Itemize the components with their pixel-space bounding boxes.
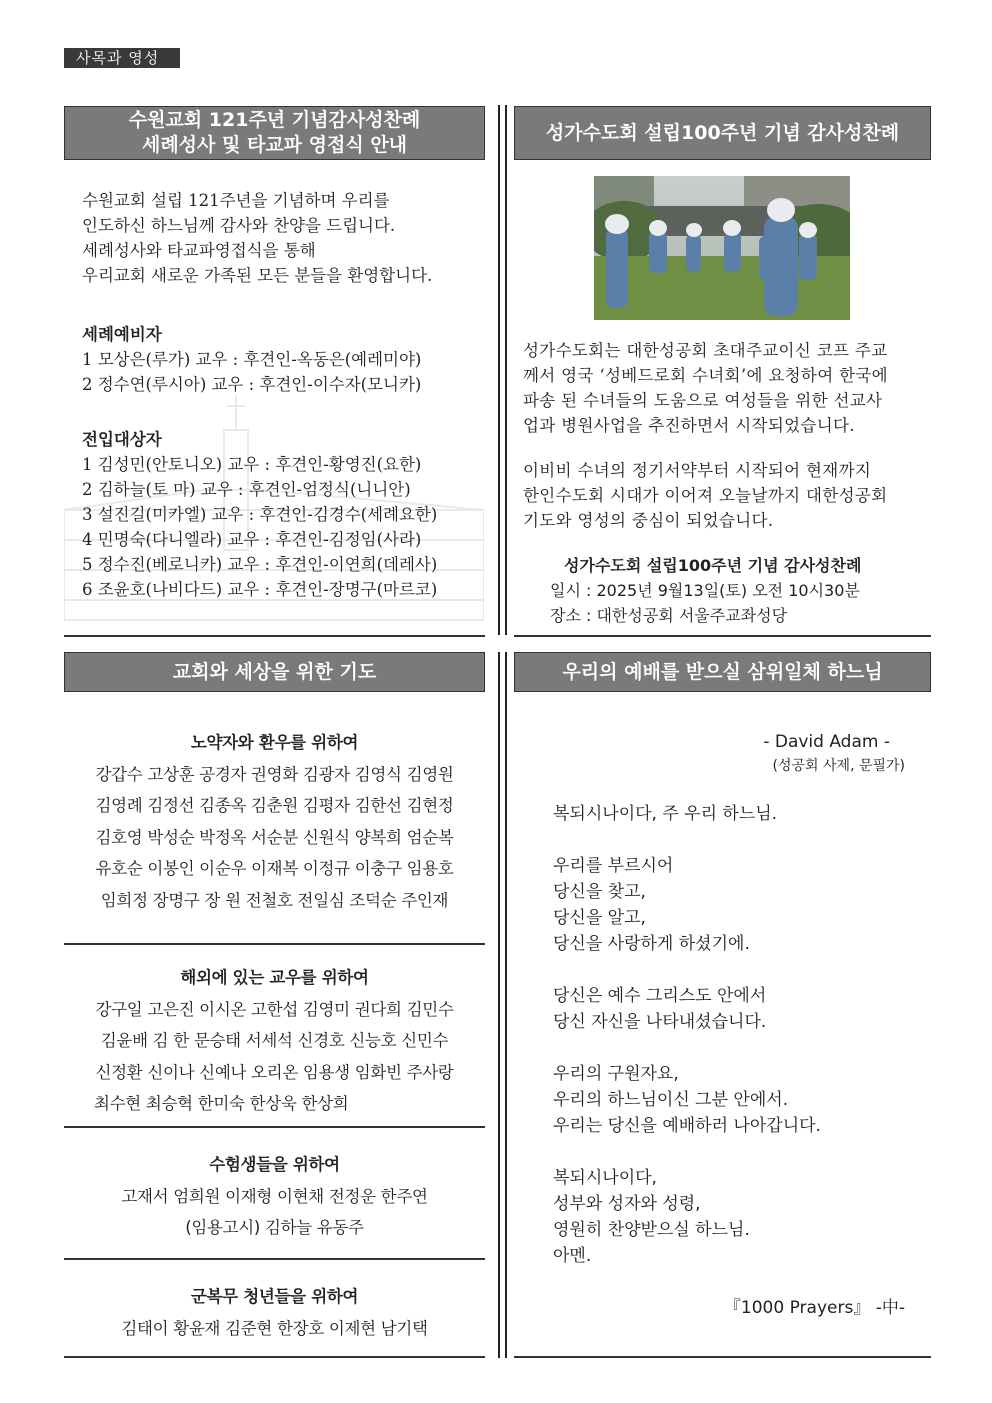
divider	[514, 635, 931, 637]
poem-source	[600, 1296, 905, 1321]
sisters-para1	[523, 338, 888, 438]
prayer-group-students	[64, 1149, 485, 1244]
intro-line: 세례성사와 타교파영접식을 통해	[82, 241, 316, 260]
poem-source-text: 『1000 Prayers』 -中-	[723, 1298, 905, 1318]
event-title: 성가수도회 설립100주년 기념 감사성찬례	[564, 556, 862, 575]
poem-stanza-gap	[553, 827, 821, 853]
poem-header	[514, 652, 931, 692]
intro-line: 수원교회 설립 121주년을 기념하며 우리를	[82, 191, 390, 210]
prayer-name-line: 신정환 신이나 신예나 오리온 임용생 임화빈 주사랑	[95, 1062, 454, 1082]
catechumen-item: 1 모상은(루가) 교우 : 후견인-옥동은(예레미야)	[82, 350, 422, 369]
prayer-group-heading: 해외에 있는 교우를 위하여	[180, 968, 369, 987]
transfer-item: 1 김성민(안토니오) 교우 : 후견인-황영진(요한)	[82, 455, 422, 474]
poem-line: 성부와 성자와 성령,	[553, 1194, 701, 1214]
prayer-name-line: 최수현 최승혁 한미숙 한상욱 한상희	[94, 1094, 349, 1113]
poem-stanza-gap	[553, 957, 821, 983]
prayer-name-line: 강구일 고은진 이시온 고한섭 김영미 권다희 김민수	[95, 999, 454, 1019]
intro-line: 인도하신 하느님께 감사와 찬양을 드립니다.	[82, 216, 396, 235]
prayer-name-line: 김태이 황윤재 김준현 한장호 이제현 남기택	[121, 1318, 428, 1338]
column-divider-top-left	[498, 105, 500, 635]
event-date: 일시 : 2025년 9월13일(토) 오전 10시30분	[550, 581, 860, 600]
sisters-line: 께서 영국 ‘성베드로회 수녀회’에 요청하여 한국에	[523, 366, 888, 385]
sisters-photo-image	[594, 176, 850, 320]
divider	[64, 1126, 485, 1128]
poem-title: 우리의 예배를 받으실 삼위일체 하느님	[562, 660, 883, 683]
poem-author-name: - David Adam -	[763, 732, 890, 752]
sisters-header	[514, 106, 931, 160]
transfer-item: 4 민명숙(다니엘라) 교우 : 후견인-김정임(사라)	[82, 530, 422, 549]
poem-author-note-text: (성공회 사제, 문필가)	[772, 758, 905, 774]
prayer-name-line: (임용고시) 김하늘 유동주	[185, 1218, 364, 1237]
baptism-title-line1: 수원교회 121주년 기념감사성찬례	[128, 109, 421, 131]
transfer-item: 2 김하늘(토 마) 교우 : 후견인-엄정식(니니안)	[82, 480, 411, 499]
transfer-item: 5 정수진(베로니카) 교우 : 후견인-이연희(데레사)	[82, 555, 438, 574]
prayer-group-military	[64, 1281, 485, 1344]
baptism-header	[64, 106, 485, 160]
poem-line: 우리의 하느님이신 그분 안에서.	[553, 1090, 789, 1110]
catechumen-list	[82, 322, 421, 397]
baptism-intro	[82, 188, 432, 288]
poem-line: 당신을 사랑하게 하셨기에.	[553, 934, 750, 954]
catechumen-title: 세례예비자	[82, 325, 162, 344]
divider	[64, 943, 485, 945]
sisters-line: 한인수도회 시대가 이어져 오늘날까지 대한성공회	[523, 486, 888, 505]
event-place: 장소 : 대한성공회 서울주교좌성당	[550, 606, 788, 625]
prayer-name-line: 고재서 엄희원 이재형 이현채 전정운 한주연	[121, 1186, 428, 1206]
prayer-name-line: 김영례 김정선 김종옥 김춘원 김평자 김한선 김현정	[95, 796, 454, 815]
transfer-item: 3 설진길(미카엘) 교우 : 후견인-김경수(세례요한)	[82, 505, 438, 524]
sisters-photo	[594, 176, 850, 320]
poem-line: 영원히 찬양받으실 하느님.	[553, 1220, 750, 1240]
poem-line: 당신을 알고,	[553, 908, 646, 928]
prayer-title: 교회와 세상을 위한 기도	[172, 660, 377, 683]
prayer-group-heading: 수험생들을 위하여	[209, 1155, 340, 1174]
transfer-item: 6 조윤호(나비다드) 교우 : 후견인-장명구(마르코)	[82, 580, 438, 599]
prayer-name-line: 강갑수 고상훈 공경자 권영화 김광자 김영식 김영원	[95, 764, 454, 784]
poem-stanza-gap	[553, 1035, 821, 1061]
prayer-group-overseas	[64, 962, 485, 1120]
poem-line: 복되시나이다, 주 우리 하느님.	[553, 804, 778, 824]
sisters-line: 기도와 영성의 중심이 되었습니다.	[523, 511, 774, 530]
poem-body	[553, 801, 821, 1269]
poem-author	[600, 730, 890, 755]
divider	[64, 635, 485, 637]
sisters-line: 성가수도회는 대한성공회 초대주교이신 코프 주교	[523, 341, 888, 360]
divider	[64, 1258, 485, 1260]
catechumen-item: 2 정수연(루시아) 교우 : 후견인-이수자(모니카)	[82, 375, 422, 394]
sisters-event	[550, 553, 861, 628]
poem-line: 우리를 부르시어	[553, 856, 674, 876]
sisters-para2	[523, 458, 887, 533]
poem-line: 복되시나이다,	[553, 1168, 657, 1188]
sisters-line: 이비비 수녀의 정기서약부터 시작되어 현재까지	[523, 461, 872, 480]
prayer-name-line: 임희정 장명구 장 원 전철호 전일심 조덕순 주인재	[100, 890, 449, 910]
poem-line: 당신은 예수 그리스도 안에서	[553, 986, 767, 1006]
prayer-group-heading: 노약자와 환우를 위하여	[190, 733, 359, 752]
transfer-list	[82, 427, 437, 602]
poem-line: 당신을 찾고,	[553, 882, 646, 902]
divider	[64, 1356, 485, 1358]
prayer-name-line: 김윤배 김 한 문승태 서세석 신경호 신능호 신민수	[100, 1031, 449, 1050]
section-tag: 사목과 영성	[64, 48, 180, 68]
sisters-title: 성가수도회 설립100주년 기념 감사성찬례	[545, 121, 900, 144]
poem-line: 아멘.	[553, 1246, 592, 1266]
prayer-group-elderly	[64, 727, 485, 916]
poem-line: 우리의 구원자요,	[553, 1064, 679, 1084]
poem-line: 우리는 당신을 예배하러 나아갑니다.	[553, 1116, 821, 1136]
intro-line: 우리교회 새로운 가족된 모든 분들을 환영합니다.	[82, 266, 433, 285]
poem-author-note	[600, 754, 905, 779]
sisters-line: 파송 된 수녀들의 도움으로 여성들을 위한 선교사	[523, 391, 883, 410]
transfer-title: 전입대상자	[82, 430, 162, 449]
baptism-title-line2: 세례성사 및 타교파 영접식 안내	[141, 134, 408, 156]
column-divider-bottom-right	[505, 652, 507, 1358]
column-divider-top-right	[505, 105, 507, 635]
prayer-name-line: 유호순 이봉인 이순우 이재복 이정규 이충구 임용호	[95, 859, 454, 878]
prayer-group-heading: 군복무 청년들을 위하여	[190, 1287, 359, 1306]
prayer-header	[64, 652, 485, 692]
divider	[514, 1356, 931, 1358]
sisters-line: 업과 병원사업을 추진하면서 시작되었습니다.	[523, 416, 855, 435]
poem-stanza-gap	[553, 1139, 821, 1165]
column-divider-bottom-left	[498, 652, 500, 1358]
prayer-name-line: 김호영 박성순 박정옥 서순분 신원식 양복희 엄순복	[95, 827, 454, 847]
poem-line: 당신 자신을 나타내셨습니다.	[553, 1012, 767, 1032]
